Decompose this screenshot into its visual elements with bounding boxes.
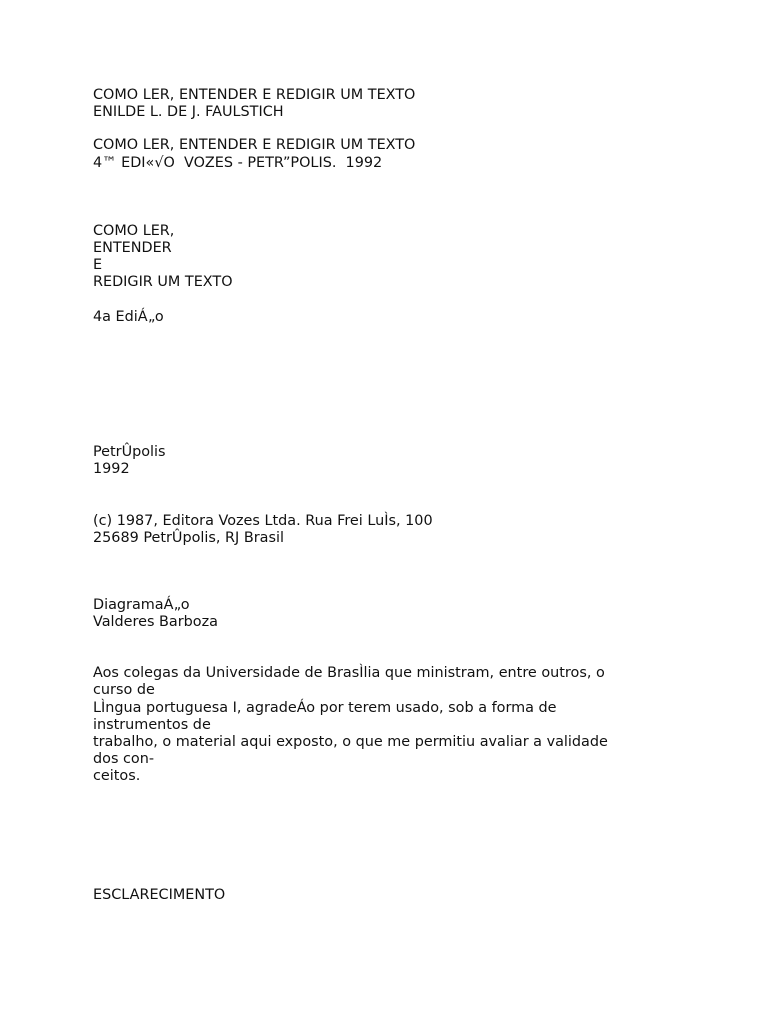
credits-name: Valderes Barboza — [93, 614, 218, 630]
title-page-edition: 4a EdiÁ„o — [93, 309, 164, 325]
dedication-line: LÌngua portuguesa I, agradeÁo por terem usado, sob a forma de — [93, 700, 557, 716]
title-page-line: REDIGIR UM TEXTO — [93, 274, 233, 290]
credits-role: DiagramaÁ„o — [93, 597, 190, 613]
dedication-line: curso de — [93, 682, 155, 698]
copyright-line: (c) 1987, Editora Vozes Ltda. Rua Frei LuÌs, 100 — [93, 513, 433, 529]
dedication-line: Aos colegas da Universidade de BrasÌlia que ministram, entre outros, o — [93, 665, 605, 681]
edition-info: 4™ EDI«√O VOZES - PETR”POLIS. 1992 — [93, 155, 383, 171]
imprint-city: PetrÛpolis — [93, 444, 166, 460]
dedication-line: instrumentos de — [93, 717, 211, 733]
header-title: COMO LER, ENTENDER E REDIGIR UM TEXTO — [93, 87, 416, 103]
dedication-line: ceitos. — [93, 768, 141, 784]
dedication-line: dos con- — [93, 751, 155, 767]
title-page-line: E — [93, 257, 103, 273]
header-author: ENILDE L. DE J. FAULSTICH — [93, 104, 284, 120]
copyright-address: 25689 PetrÛpolis, RJ Brasil — [93, 530, 284, 546]
section-heading: ESCLARECIMENTO — [93, 887, 226, 903]
title-page-line: COMO LER, — [93, 223, 175, 239]
imprint-year: 1992 — [93, 461, 130, 477]
dedication-line: trabalho, o material aqui exposto, o que me permitiu avaliar a validade — [93, 734, 608, 750]
title-page-line: ENTENDER — [93, 240, 172, 256]
edition-title: COMO LER, ENTENDER E REDIGIR UM TEXTO — [93, 137, 416, 153]
